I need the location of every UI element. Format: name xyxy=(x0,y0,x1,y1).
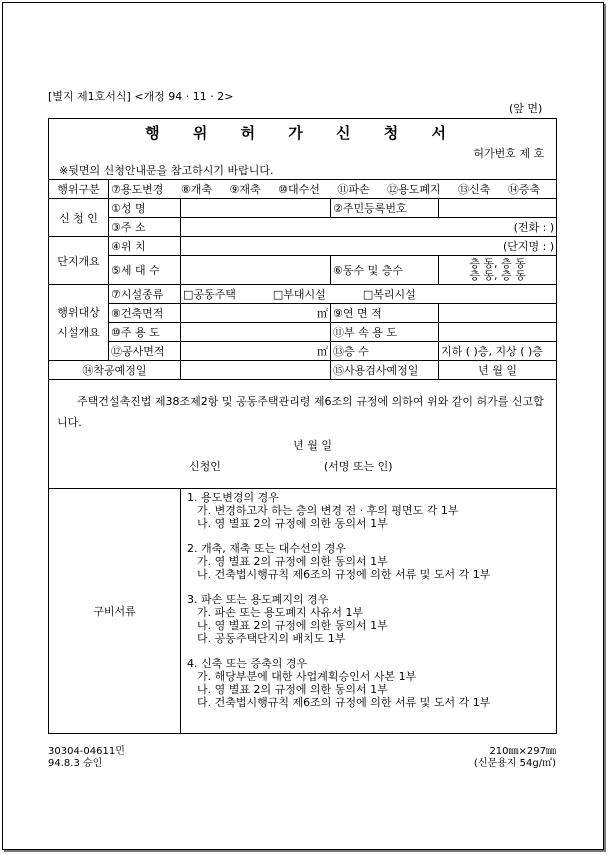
date-line: 년 월 일 xyxy=(293,439,332,452)
sqm-unit: ㎡ xyxy=(317,307,328,320)
docs-group xyxy=(187,593,550,645)
act-type-option[interactable]: ⑪파손 xyxy=(337,183,370,196)
facility-label: 시설개요 xyxy=(57,325,100,339)
facility-type-label: ⑦시설종류 xyxy=(109,285,181,304)
floors-field[interactable]: 지하 ( )층, 지상 ( )층 xyxy=(439,342,557,361)
act-type-option[interactable]: ⑦용도변경 xyxy=(111,183,164,196)
act-type-option[interactable]: ⑭증축 xyxy=(507,183,541,196)
floor-area-field[interactable] xyxy=(439,304,557,323)
permit-number: 허가번호 제 호 xyxy=(473,147,545,160)
front-side-label: (앞 면) xyxy=(509,102,543,115)
docs-item: 나. 영 별표 2의 규정에 의한 동의서 1부 xyxy=(197,619,388,632)
inspection-date-field[interactable]: 년 월 일 xyxy=(439,361,557,380)
docs-group xyxy=(187,657,550,709)
address-field[interactable] xyxy=(181,218,557,237)
address-label: ③주 소 xyxy=(109,218,181,237)
docs-group xyxy=(187,542,550,581)
docs-item: 다. 공동주택단지의 배치도 1부 xyxy=(197,632,346,645)
docs-item: 가. 영 별표 2의 규정에 의한 동의서 1부 xyxy=(197,555,388,568)
application-form xyxy=(48,118,557,734)
declaration-text: 주택건설촉진법 제38조제2항 및 공동주택관리령 제6조의 규정에 의하여 위와 같이 허가를 신고합니다. xyxy=(57,395,544,429)
docs-item: 가. 변경하고자 하는 층의 변경 전 · 후의 평면도 각 1부 xyxy=(197,504,459,517)
work-area-field[interactable] xyxy=(181,342,331,361)
act-type-option[interactable]: ⑧개축 xyxy=(180,183,212,196)
households-field[interactable] xyxy=(181,256,331,285)
form-number: [별지 제1호서식] <개정 94 · 11 · 2> xyxy=(48,90,234,103)
act-type-option[interactable]: ⑬신축 xyxy=(458,183,491,196)
inspection-date-label: ⑮사용검사예정일 xyxy=(331,361,439,380)
docs-heading: 4. 신축 또는 증축의 경우 xyxy=(187,657,308,670)
docs-item: 나. 영 별표 2의 규정에 의한 동의서 1부 xyxy=(197,683,388,696)
buildings-line: 층 동, 층 동 xyxy=(469,269,526,282)
floors-label: ⑬층 수 xyxy=(331,342,439,361)
docs-heading: 2. 개축, 재축 또는 대수선의 경우 xyxy=(187,542,346,555)
docs-heading: 3. 파손 또는 용도폐지의 경우 xyxy=(187,593,329,606)
start-date-field[interactable] xyxy=(181,361,331,380)
docs-label: 구비서류 xyxy=(49,489,181,734)
sqm-unit: ㎡ xyxy=(317,345,328,358)
footer-left xyxy=(48,746,125,770)
form-code: 30304-04611민 xyxy=(48,746,125,757)
docs-item: 가. 해당부분에 대한 사업계획승인서 사본 1부 xyxy=(197,670,417,683)
main-use-field[interactable] xyxy=(181,323,331,342)
floor-area-label: ⑨연 면 적 xyxy=(331,304,439,323)
approval-date: 94.8.3 승인 xyxy=(48,758,103,769)
applicant-label: 신 청 인 xyxy=(49,199,109,237)
docs-heading: 1. 용도변경의 경우 xyxy=(187,491,279,504)
act-type-label: 행위구분 xyxy=(49,180,109,199)
rrn-label: ②주민등록번호 xyxy=(331,199,439,218)
facility-option-housing[interactable]: □공동주택 xyxy=(183,288,236,301)
main-use-label: ⑩주 용 도 xyxy=(109,323,181,342)
facility-option-annex[interactable]: □부대시설 xyxy=(272,288,326,301)
paper-type: (신문용지 54g/㎡) xyxy=(473,758,556,769)
phone-field: (전화 : ) xyxy=(513,221,555,234)
sub-use-field[interactable] xyxy=(439,323,557,342)
work-area-label: ⑫공사면적 xyxy=(109,342,181,361)
location-label: ④위 치 xyxy=(109,237,181,256)
form-title: 행 위 허 가 신 청 서 xyxy=(145,123,460,142)
start-date-label: ⑭착공예정일 xyxy=(49,361,181,380)
docs-item: 나. 건축법시행규칙 제6조의 규정에 의한 서류 및 도서 각 1부 xyxy=(197,568,491,581)
complex-name-field: (단지명 : ) xyxy=(502,240,555,253)
name-label: ①성 명 xyxy=(109,199,181,218)
paper-size: 210㎜×297㎜ xyxy=(489,746,556,757)
households-label: ⑤세 대 수 xyxy=(109,256,181,285)
act-type-option[interactable]: ⑨재축 xyxy=(229,183,261,196)
complex-label: 단지개요 xyxy=(49,237,109,285)
building-area-label: ⑧건축면적 xyxy=(109,304,181,323)
buildings-label: ⑥동수 및 층수 xyxy=(331,256,439,285)
required-documents xyxy=(181,489,557,734)
rrn-field[interactable] xyxy=(439,199,557,218)
buildings-line: 층 동, 층 동 xyxy=(469,257,526,270)
act-type-option[interactable]: ⑫용도폐지 xyxy=(387,183,441,196)
docs-item: 가. 파손 또는 용도폐지 사유서 1부 xyxy=(197,606,364,619)
docs-item: 나. 영 별표 2의 규정에 의한 동의서 1부 xyxy=(197,517,388,530)
location-field[interactable] xyxy=(181,237,557,256)
docs-group xyxy=(187,491,550,530)
act-type-option[interactable]: ⑩대수선 xyxy=(278,183,320,196)
applicant-sign-label: 신청인 xyxy=(189,460,221,473)
building-area-field[interactable] xyxy=(181,304,331,323)
name-field[interactable] xyxy=(181,199,331,218)
facility-label: 행위대상 xyxy=(57,305,100,319)
facility-option-welfare[interactable]: □복리시설 xyxy=(362,288,416,301)
sign-note: (서명 또는 인) xyxy=(323,460,393,473)
footer-right xyxy=(440,746,556,770)
sub-use-label: ⑪부 속 용 도 xyxy=(331,323,439,342)
buildings-field[interactable] xyxy=(439,256,557,285)
docs-item: 다. 건축법시행규칙 제6조의 규정에 의한 서류 및 도서 각 1부 xyxy=(197,696,491,709)
notice-text: ※뒷면의 신청안내문을 참고하시기 바랍니다. xyxy=(59,164,274,177)
